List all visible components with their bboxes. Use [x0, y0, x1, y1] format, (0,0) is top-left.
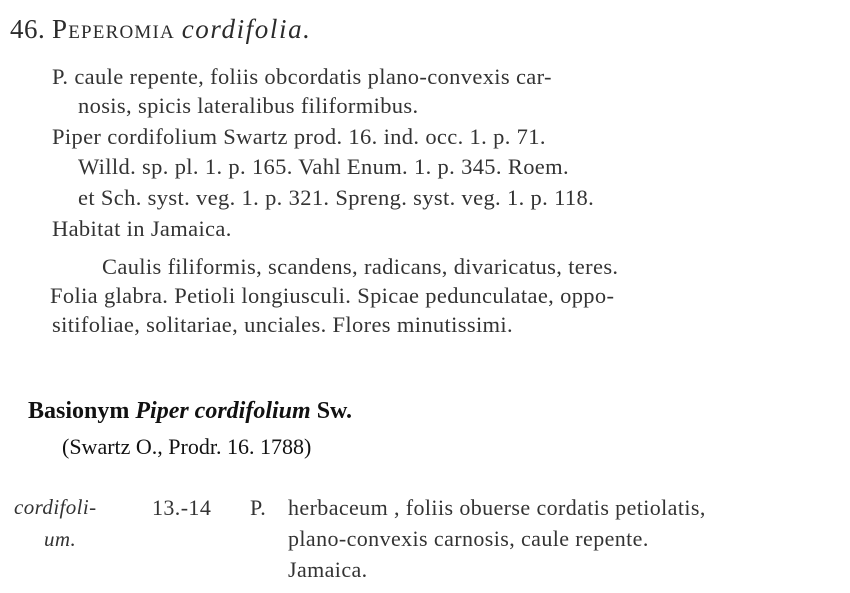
species-heading — [10, 14, 312, 45]
diagnosis-line-1: P. caule repente, foliis obcordatis plano-convexis car- — [52, 64, 552, 89]
habitat-line: Habitat in Jamaica. — [52, 216, 232, 241]
basionym-author: Sw. — [316, 398, 353, 424]
swartz-pages: 13.-14 — [152, 495, 212, 520]
basionym-label: Basionym — [28, 398, 130, 424]
description-line-3: sitifoliae, solitariae, unciales. Flores minutissimi. — [52, 312, 513, 337]
basionym-reference: (Swartz O., Prodr. 16. 1788) — [62, 434, 312, 459]
swartz-text-line-2: plano-convexis carnosis, caule repente. — [288, 526, 649, 551]
swartz-epithet-line-1: cordifoli- — [14, 495, 97, 519]
swartz-text-line-1: herbaceum , foliis obuerse cordatis petiolatis, — [288, 495, 706, 520]
species-epithet: cordifolia. — [181, 14, 312, 44]
synonymy-line-2: Willd. sp. pl. 1. p. 165. Vahl Enum. 1. p. 345. Roem. — [78, 154, 569, 179]
swartz-genus-abbr: P. — [250, 495, 267, 520]
swartz-habitat: Jamaica. — [288, 557, 368, 582]
synonymy-line-3: et Sch. syst. veg. 1. p. 321. Spreng. syst. veg. 1. p. 118. — [78, 185, 595, 210]
diagnosis-line-2: nosis, spicis lateralibus filiformibus. — [78, 93, 419, 118]
basionym-name: Piper cordifolium — [135, 398, 311, 424]
species-number: 46. — [10, 14, 46, 44]
description-line-2: Folia glabra. Petioli longiusculi. Spicae pedunculatae, oppo- — [50, 283, 615, 308]
swartz-epithet-line-2: um. — [44, 527, 77, 551]
basionym-line — [28, 398, 352, 425]
synonymy-line-1: Piper cordifolium Swartz prod. 16. ind. occ. 1. p. 71. — [52, 124, 546, 149]
description-line-1: Caulis filiformis, scandens, radicans, divaricatus, teres. — [102, 254, 619, 279]
genus-name: Peperomia — [52, 14, 175, 44]
